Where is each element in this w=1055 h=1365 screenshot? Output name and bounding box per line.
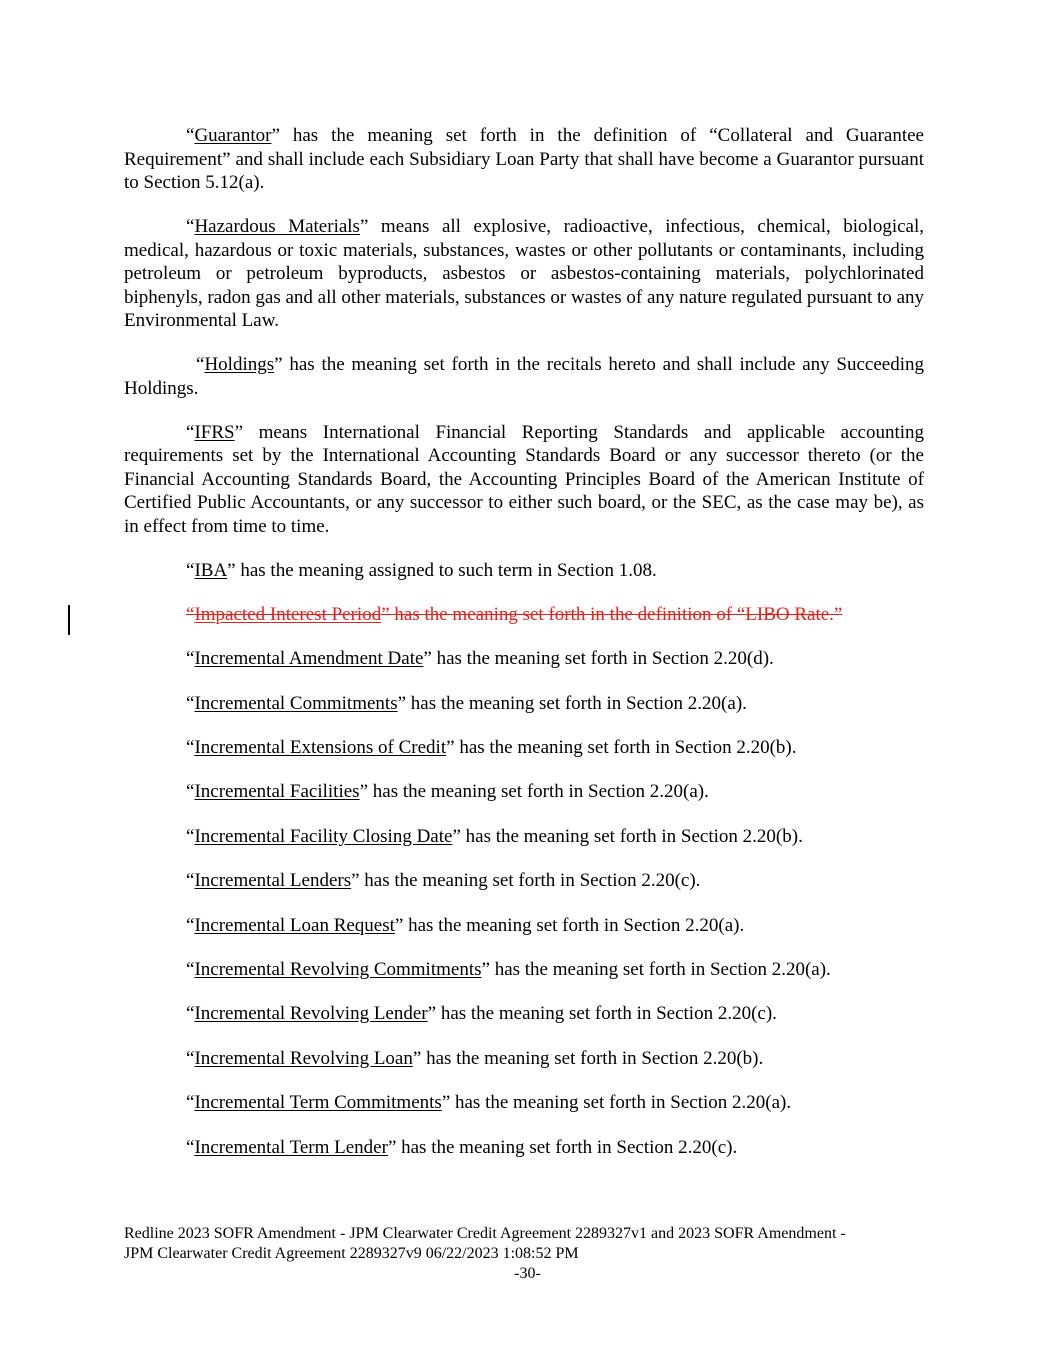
footer-line-1: Redline 2023 SOFR Amendment - JPM Clearwater Credit Agreement 2289327v1 and 2023 SOFR Amendment - xyxy=(124,1225,846,1242)
definition-incremental-facilities: “Incremental Facilities” has the meaning set forth in Section 2.20(a). xyxy=(186,781,709,803)
defined-term: Incremental Commitments xyxy=(194,692,398,714)
defined-term: Incremental Revolving Lender xyxy=(194,1003,428,1025)
definition-text: has the meaning assigned to such term in Section 1.08. xyxy=(235,559,657,581)
definition-text: has the meaning set forth in Section 2.20(b). xyxy=(454,737,797,759)
footer-line-2: JPM Clearwater Credit Agreement 2289327v9 06/22/2023 1:08:52 PM xyxy=(124,1244,579,1262)
definition-text: has the meaning set forth in Section 2.20(a). xyxy=(450,1092,792,1114)
defined-term: Hazardous Materials xyxy=(194,216,360,237)
definition-text: means all explosive, radioactive, infectious, chemical, biological, medical, hazardous or toxic materials, substances, wastes or other pollutants or contaminants, including petroleum or petroleum byproducts, asbestos or asbestos-containing materials, polychlorinated biphenyls, radon gas and all other materials, substances or wastes of any nature regulated pursuant to any Environmental Law. xyxy=(124,216,924,331)
definition-incremental-amendment-date: “Incremental Amendment Date” has the meaning set forth in Section 2.20(d). xyxy=(186,648,774,670)
defined-term: Incremental Extensions of Credit xyxy=(194,737,447,759)
definition-text: means International Financial Reporting Standards and applicable accounting requirements set by the International Accounting Standards Board or any successor thereto (or the Financial Accounting Standards Board, the Accounting Principles Board of the American Institute of Certified Public Accountants, or any successor to either such board, or the SEC, as the case may be), as in effect from time to time. xyxy=(124,421,924,537)
defined-term: Incremental Term Lender xyxy=(194,1136,388,1158)
definition-text: has the meaning set forth in Section 2.20(a). xyxy=(406,692,747,714)
definition-text: has the meaning set forth in the definition of “Collateral and Guarantee Requirement” and shall include each Subsidiary Loan Party that shall have become a Guarantor pursuant to Section 5.12(a). xyxy=(124,125,924,193)
definition-incremental-revolving-lender: “Incremental Revolving Lender” has the meaning set forth in Section 2.20(c). xyxy=(186,1003,777,1025)
defined-term: Incremental Facility Closing Date xyxy=(194,825,453,847)
definition-incremental-revolving-commitments: “Incremental Revolving Commitments” has the meaning set forth in Section 2.20(a). xyxy=(186,959,831,981)
definition-holdings: “Holdings” has the meaning set forth in the recitals hereto and shall include any Succeeding Holdings. xyxy=(124,354,924,399)
defined-term: IBA xyxy=(194,559,228,581)
document-body xyxy=(124,124,924,1159)
definition-incremental-facility-closing-date: “Incremental Facility Closing Date” has the meaning set forth in Section 2.20(b). xyxy=(186,825,803,847)
defined-term: Holdings xyxy=(204,354,275,375)
definition-text: has the meaning set forth in Section 2.20(b). xyxy=(460,825,803,847)
defined-term: Incremental Facilities xyxy=(194,781,360,803)
definition-guarantor: “Guarantor” has the meaning set forth in the definition of “Collateral and Guarantee Requirement” and shall include each Subsidiary Loan Party that shall have become a Guarantor pursuant to Section 5.12(a). xyxy=(124,125,924,193)
definition-text: has the meaning set forth in Section 2.20(d). xyxy=(431,648,774,670)
definition-impacted-interest-period-deleted: “Impacted Interest Period” has the meaning set forth in the definition of “LIBO Rate.” xyxy=(186,603,843,625)
definition-text: has the meaning set forth in Section 2.20(a). xyxy=(489,959,831,981)
defined-term: IFRS xyxy=(194,421,235,443)
definition-incremental-term-commitments: “Incremental Term Commitments” has the meaning set forth in Section 2.20(a). xyxy=(186,1092,792,1114)
document-footer xyxy=(124,1224,914,1263)
definition-text: has the meaning set forth in Section 2.20(c). xyxy=(396,1136,738,1158)
definition-text: has the meaning set forth in the definition of “LIBO Rate.” xyxy=(389,603,843,625)
definition-incremental-commitments: “Incremental Commitments” has the meaning set forth in Section 2.20(a). xyxy=(186,692,747,714)
revision-change-bar xyxy=(68,605,70,635)
definition-text: has the meaning set forth in Section 2.20(a). xyxy=(403,914,745,936)
defined-term: Incremental Lenders xyxy=(194,870,352,892)
definition-incremental-term-lender: “Incremental Term Lender” has the meaning set forth in Section 2.20(c). xyxy=(186,1136,738,1158)
definition-incremental-extensions-of-credit: “Incremental Extensions of Credit” has the meaning set forth in Section 2.20(b). xyxy=(186,737,797,759)
definition-iba: “IBA” has the meaning assigned to such term in Section 1.08. xyxy=(186,559,657,581)
definition-incremental-loan-request: “Incremental Loan Request” has the meaning set forth in Section 2.20(a). xyxy=(186,914,745,936)
definition-text: has the meaning set forth in Section 2.20(b). xyxy=(421,1047,764,1069)
defined-term: Guarantor xyxy=(194,125,272,146)
definition-text: has the meaning set forth in Section 2.20(c). xyxy=(436,1003,777,1025)
defined-term: Incremental Loan Request xyxy=(194,914,395,936)
defined-term: Incremental Term Commitments xyxy=(194,1092,442,1114)
definition-text: has the meaning set forth in Section 2.20(a). xyxy=(368,781,709,803)
defined-term: Incremental Amendment Date xyxy=(194,648,424,670)
defined-term: Incremental Revolving Loan xyxy=(194,1047,413,1069)
defined-term: Impacted Interest Period xyxy=(194,603,382,625)
definition-incremental-revolving-loan: “Incremental Revolving Loan” has the meaning set forth in Section 2.20(b). xyxy=(186,1047,764,1069)
definition-text: has the meaning set forth in Section 2.20(c). xyxy=(359,870,701,892)
definition-text: has the meaning set forth in the recitals hereto and shall include any Succeeding Holdings. xyxy=(124,354,924,399)
page-number: -30- xyxy=(514,1265,541,1282)
definition-incremental-lenders: “Incremental Lenders” has the meaning set forth in Section 2.20(c). xyxy=(186,870,701,892)
definition-hazardous-materials: “Hazardous Materials” means all explosive, radioactive, infectious, chemical, biological, medical, hazardous or toxic materials, substances, wastes or other pollutants or contaminants, including petroleum or petroleum byproducts, asbestos or asbestos-containing materials, polychlorinated biphenyls, radon gas and all other materials, substances or wastes of any nature regulated pursuant to any Environmental Law. xyxy=(124,216,924,331)
defined-term: Incremental Revolving Commitments xyxy=(194,959,482,981)
definition-ifrs: “IFRS” means International Financial Reporting Standards and applicable accounting requirements set by the International Accounting Standards Board or any successor thereto (or the Financial Accounting Standards Board, the Accounting Principles Board of the American Institute of Certified Public Accountants, or any successor to either such board, or the SEC, as the case may be), as in effect from time to time. xyxy=(124,421,924,537)
